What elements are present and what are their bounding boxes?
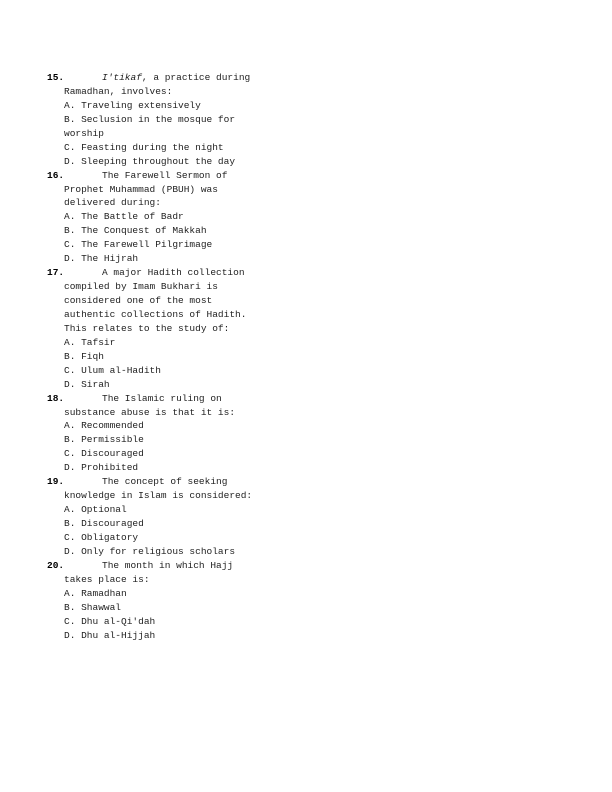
- question-stem: The Farewell Sermon of Prophet Muhammad (PBUH) was delivered during:: [64, 169, 228, 209]
- question-stem-text: , a practice during Ramadhan, involves:: [64, 72, 251, 97]
- question-16: [47, 169, 258, 267]
- option: B. Discouraged: [64, 518, 144, 529]
- term-itikaf: I'tikaf: [102, 72, 142, 83]
- option: A. Optional: [64, 504, 127, 516]
- option: D. Sleeping throughout the day: [64, 155, 236, 167]
- option: A. The Battle of Badr: [64, 211, 184, 223]
- option: C. The Farewell Pilgrimage: [64, 239, 213, 251]
- option: B. Fiqh: [64, 350, 104, 362]
- question-19: [47, 475, 258, 559]
- option: D. Dhu al-Hijjah: [64, 629, 156, 641]
- question-17: [47, 266, 258, 391]
- option: A. Traveling extensively: [64, 99, 201, 111]
- question-number: 18.: [47, 392, 65, 404]
- option: B. Seclusion in the mosque for worship: [64, 113, 236, 139]
- question-number: 19.: [47, 476, 65, 488]
- question-stem: [64, 71, 258, 99]
- question-number: 15.: [47, 72, 65, 83]
- option: B. Permissible: [64, 434, 144, 446]
- option: A. Ramadhan: [64, 587, 127, 599]
- option: A. Recommended: [64, 420, 144, 432]
- option: C. Discouraged: [64, 448, 144, 460]
- question-number: 16.: [47, 169, 65, 181]
- option: C. Dhu al-Qi'dah: [64, 615, 156, 627]
- option: B. Shawwal: [64, 601, 122, 613]
- option: D. Only for religious scholars: [64, 545, 236, 557]
- question-20: [47, 559, 258, 643]
- question-15: [47, 71, 258, 169]
- question-stem: The concept of seeking knowledge in Islam is considered:: [64, 476, 253, 502]
- option: C. Feasting during the night: [64, 141, 224, 153]
- option: D. Sirah: [64, 378, 110, 390]
- question-stem: The month in which Hajj takes place is:: [64, 559, 234, 585]
- option: D. The Hijrah: [64, 253, 139, 265]
- question-18: [47, 392, 258, 476]
- option: C. Obligatory: [64, 531, 139, 543]
- option: B. The Conquest of Makkah: [64, 225, 207, 237]
- option: D. Prohibited: [64, 462, 139, 474]
- option: A. Tafsir: [64, 336, 116, 348]
- question-number: 17.: [47, 267, 65, 279]
- question-stem: A major Hadith collection compiled by Imam Bukhari is considered one of the most authentic collections of Hadith. This relates to the study of:: [64, 267, 247, 334]
- option: C. Ulum al-Hadith: [64, 364, 161, 376]
- quiz-page: [47, 71, 258, 642]
- question-number: 20.: [47, 559, 65, 571]
- question-stem: The Islamic ruling on substance abuse is that it is:: [64, 392, 236, 418]
